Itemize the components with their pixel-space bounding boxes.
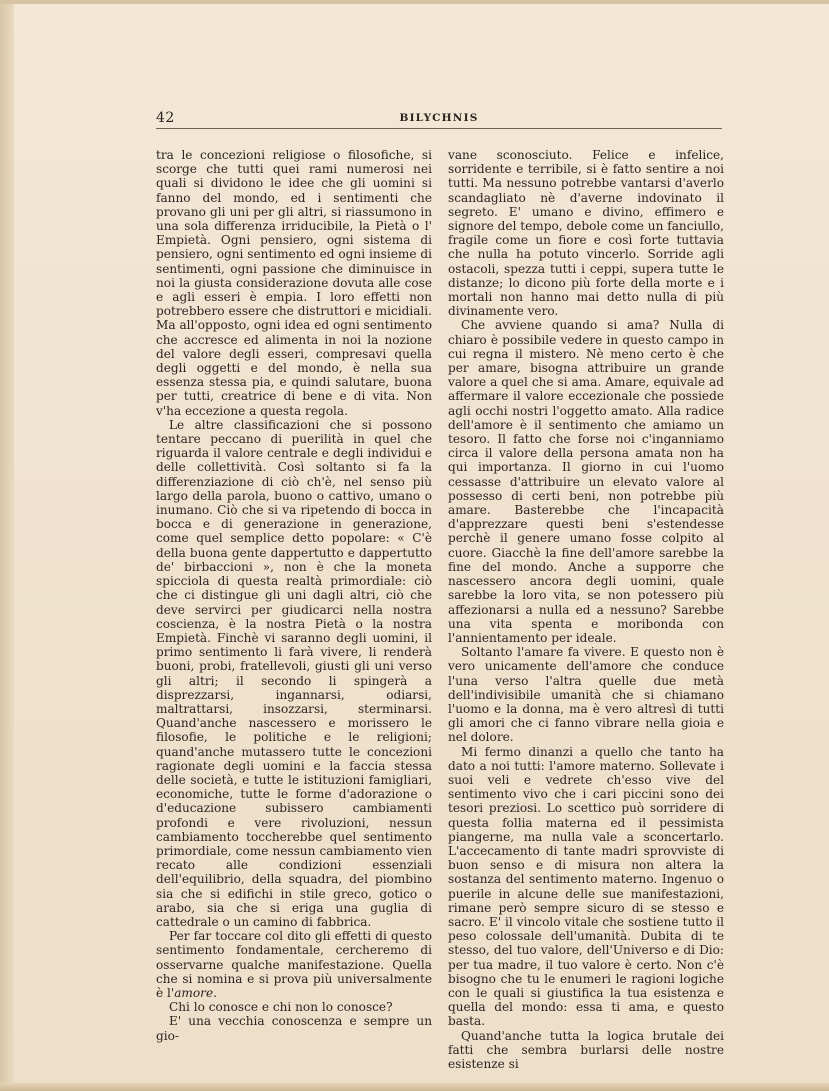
page-top-edge	[0, 0, 829, 4]
paragraph: Soltanto l'amare fa vivere. E questo non è vero unicamente dell'amore che conduce l'una verso l'altra quelle due metà dell'indivisibile umanità che si chiamano l'uomo e la donna, ma è vero altresì di tutti gli amori che ci fanno vibrare nella gioia e nel dolore.	[448, 645, 724, 745]
paragraph: Chi lo conosce e chi non lo conosce?	[169, 1000, 393, 1015]
paragraph	[156, 929, 432, 1000]
header-rule	[156, 128, 722, 129]
paragraph: tra le concezioni religiose o filosofiche, si scorge che tutti quei rami numerosi nei quali si dividono le idee che gli uomini si fanno del mondo, ed i sentimenti che provano gli uni per gli altri, si riassumono in una sola differenza irriducibile, la Pietà o l' Empietà. Ogni pensiero, ogni sistema di pensiero, ogni sentimento ed ogni insieme di sentimenti, ogni passione che diminuisce in noi la giusta considerazione dovuta alle cose e agli esseri è empia. I loro effetti non potrebbero essere che distruttori e micidiali. Ma all'opposto, ogni idea ed ogni sentimento che accresce ed alimenta in noi la nozione del valore degli esseri, compresavi quella degli oggetti e del mondo, è nella sua essenza stessa pia, e quindi salutare, buona per tutti, creatrice di bene e di vita. Non v'ha eccezione a questa regola.	[156, 148, 432, 418]
paragraph: Le altre classificazioni che si possono tentare peccano di puerilità in quel che riguarda il valore centrale e degli individui e delle collettività. Così soltanto si fa la differenziazione di ciò ch'è, nel senso più largo della parola, buono o cattivo, umano o inumano. Ciò che si va ripetendo di bocca in bocca e di generazione in generazione, come quel semplice detto popolare: « C'è della buona gente dappertutto e dappertutto de' birbaccioni », non è che la moneta spicciola di questa realtà primordiale: ciò che ci distingue gli uni dagli altri, ciò che deve servirci per giudicarci nella nostra coscienza, è la nostra Pietà o la nostra Empietà. Finchè vi saranno degli uomini, il primo sentimento li farà vivere, li renderà buoni, probi, fratellevoli, giusti gli uni verso gli altri; il secondo li spingerà a disprezzarsi, ingannarsi, odiarsi, maltrattarsi, insozzarsi, sterminarsi. Quand'anche nascessero e morissero le filosofie, le politiche e le religioni; quand'anche mutassero tutte le concezioni ragionate degli uomini e la faccia stessa delle società, e tutte le istituzioni famigliari, economiche, tutte le forme d'adorazione o d'educazione subissero cambiamenti profondi e vere rivoluzioni, nessun cambiamento toccherebbe quel sentimento primordiale, come nessun cambiamento vien recato alle condizioni essenziali dell'equilibrio, della squadra, del piombino sia che si edifichi in stile greco, gotico o arabo, sia che si eriga una guglia di cattedrale o un camino di fabbrica.	[156, 417, 432, 929]
left-column	[156, 148, 432, 1043]
journal-title: BILYCHNIS	[399, 112, 479, 124]
page-number: 42	[156, 110, 175, 126]
right-column	[448, 148, 724, 1071]
running-head	[156, 110, 722, 130]
paragraph: Quand'anche tutta la logica brutale dei fatti che sembra burlarsi delle nostre esistenze si	[448, 1028, 724, 1071]
paragraph: Che avviene quando si ama? Nulla di chiaro è possibile vedere in questo campo in cui regna il mistero. Nè meno certo è che per amare, bisogna attribuire un grande valore a quel che si ama. Amare, equivale ad affermare il valore eccezionale che possiede agli occhi nostri l'oggetto amato. Alla radice dell'amore è il sentimento che amiamo un tesoro. Il fatto che forse noi c'inganniamo circa il valore della persona amata non ha qui importanza. Il giorno in cui l'uomo cessasse d'attribuire un elevato valore al possesso di certi beni, non potrebbe più amare. Basterebbe che l'incapacità d'apprezzare questi beni s'estendesse perchè il genere umano fosse colpito al cuore. Giacchè la fine dell'amore sarebbe la fine del mondo. Anche a supporre che nascessero ancora degli uomini, quale sarebbe la loro vita, se non potessero più affezionarsi a nulla ed a nessuno? Sarebbe una vita spenta e moribonda con l'annientamento per ideale.	[448, 318, 724, 645]
page-bottom-edge	[0, 1083, 829, 1091]
paragraph: vane sconosciuto. Felice e infelice, sorridente e terribile, si è fatto sentire a noi tutti. Ma nessuno potrebbe vantarsi d'averlo scandagliato nè d'averne indovinato il segreto. E' umano e divino, effimero e signore del tempo, debole come un fanciullo, fragile come un fiore e così forte tuttavia che nulla ha potuto vincerlo. Sorride agli ostacoli, spezza tutti i ceppi, supera tutte le distanze; lo dicono più forte della morte e i mortali non hanno mai detto nulla di più divinamente vero.	[448, 148, 724, 319]
paragraph-text: Per far toccare col dito gli effetti di questo sentimento fondamentale, cercheremo di osservarne qualche manifestazione. Quella che si nomina e si prova più universalmente è l'	[156, 929, 432, 1000]
emphasis-text: amore	[174, 985, 214, 1000]
paragraph: Mi fermo dinanzi a quello che tanto ha dato a noi tutti: l'amore materno. Sollevate i suoi veli e vedrete ch'esso vive del sentimento vivo che i cari piccini sono dei tesori preziosi. Lo scettico può sorridere di questa follia materna ed il pessimista piangerne, ma nulla vale a sconcertarlo. L'accecamento di tante madri sprovviste di buon senso e di misura non altera la sostanza del sentimento materno. Ingenuo o puerile in alcune delle sue manifestazioni, rimane però sempre sicuro di se stesso e sacro. E' il vincolo vitale che sostiene tutto il peso colossale dell'umanità. Dubita di te stesso, del tuo valore, dell'Universo e di Dio: per tua madre, il tuo valore è certo. Non c'è bisogno che tu le enumeri le ragioni logiche con le quali si giustifica la tua esistenza e quella del mondo: essa ti ama, e questo basta.	[448, 744, 724, 1029]
page-left-edge	[0, 0, 14, 1091]
paragraph-text: .	[213, 985, 217, 1000]
paragraph: E' una vecchia conoscenza e sempre un gio-	[156, 1014, 432, 1043]
